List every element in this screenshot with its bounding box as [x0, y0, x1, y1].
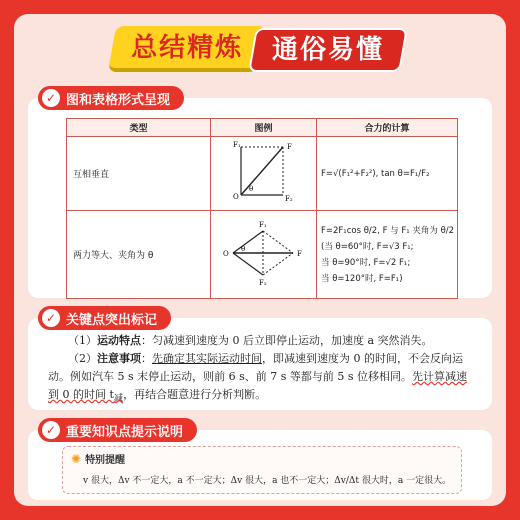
- f2-label: F₂: [259, 279, 267, 287]
- notice-tail: ，再结合题意进行分析判断。: [123, 388, 267, 401]
- f-label: F: [297, 250, 302, 258]
- calc-line: F=2F₁cos θ/2, F 与 F₁ 夹角为 θ/2: [321, 225, 455, 236]
- lightbulb-icon: ✺: [71, 451, 82, 466]
- f2-label: F₂: [285, 195, 293, 203]
- type-cell: 两力等大、夹角为 θ: [67, 211, 211, 299]
- theta-label: θ: [241, 245, 246, 253]
- easy-title: 通俗易懂: [271, 35, 384, 65]
- table-row: [67, 137, 458, 211]
- summary-banner: [108, 26, 266, 72]
- section-title-1: 图和表格形式呈现: [66, 92, 171, 108]
- subscript: 减: [113, 393, 124, 405]
- summary-title: 总结精炼: [131, 33, 244, 63]
- check-icon: ✓: [42, 309, 60, 327]
- tip-text: v 很大，Δv 不一定大，a 不一定大；Δv 很大，a 也不一定大；Δv/Δt 很大时，a 一定很大。: [83, 476, 452, 486]
- item-number: （1）: [68, 334, 97, 347]
- tip-header: [71, 451, 125, 466]
- perpendicular-force-diagram: [211, 137, 315, 207]
- force-table: [66, 118, 458, 299]
- highlight-part: 先计算减速到 0 的时间 t: [48, 370, 468, 401]
- origin-label: O: [233, 193, 239, 201]
- section-pill-2: [38, 306, 171, 330]
- tip-title: 特别提醒: [85, 455, 126, 466]
- easy-banner: [248, 28, 408, 72]
- origin-label: O: [223, 250, 229, 258]
- notice-label: 注意事项: [97, 352, 141, 365]
- equal-force-diagram: [211, 211, 315, 295]
- check-icon: ✓: [42, 89, 60, 107]
- tip-box: [62, 446, 462, 494]
- notice-text: ，即减速到速度为 0 的时间，不会反向运动。例如汽车 5 s 末停止运动，则前 6 s、前 7 s 等都与前 5 s 位移相同。: [48, 352, 463, 383]
- calc-cell: [317, 137, 458, 211]
- check-icon: ✓: [42, 421, 60, 439]
- table-header-type: 类型: [67, 119, 211, 137]
- f-label: F: [287, 143, 292, 151]
- table-row: [67, 211, 458, 299]
- highlight-text: 先确定其实际运动时间: [152, 352, 262, 365]
- table-header-calc: 合力的计算: [317, 119, 458, 137]
- calc-line: F=√(F₁²+F₂²), tan θ=F₁/F₂: [321, 168, 430, 179]
- section-pill-3: [38, 418, 197, 442]
- section-title-2: 关键点突出标记: [66, 312, 158, 328]
- calc-line: 当 θ=90°时, F=√2 F₁;: [321, 257, 411, 268]
- figure-cell: [211, 137, 317, 211]
- motion-text: ：匀减速到速度为 0 后立即停止运动，加速度 a 突然消失。: [141, 334, 433, 347]
- figure-cell: [211, 211, 317, 299]
- f1-label: F₁: [233, 141, 241, 149]
- section-pill-1: [38, 86, 184, 110]
- type-cell: 互相垂直: [67, 137, 211, 211]
- motion-label: 运动特点: [97, 334, 141, 347]
- f1-label: F₁: [259, 221, 267, 229]
- theta-label: θ: [249, 185, 254, 193]
- table-header-figure: 图例: [211, 119, 317, 137]
- item-number: （2）: [68, 352, 97, 365]
- section-title-3: 重要知识点提示说明: [66, 424, 184, 440]
- key-points-text: （1）运动特点：匀减速到速度为 0 后立即停止运动，加速度 a 突然消失。 （2）注意事项：先确定其实际运动时间，即减速到速度为 0 的时间，不会反向运动。例如汽车 5 s 末停止运动，则前 6 s、前 7 s 等都与前 5 s 位移相同。先计算减速到 0 的时间 $t_减$，再结合题意进行分析判断。: [48, 334, 468, 405]
- calc-line: (当 θ=60°时, F=√3 F₁;: [321, 241, 414, 252]
- calc-cell: [317, 211, 458, 299]
- calc-line: 当 θ=120°时, F=F₁): [321, 273, 403, 284]
